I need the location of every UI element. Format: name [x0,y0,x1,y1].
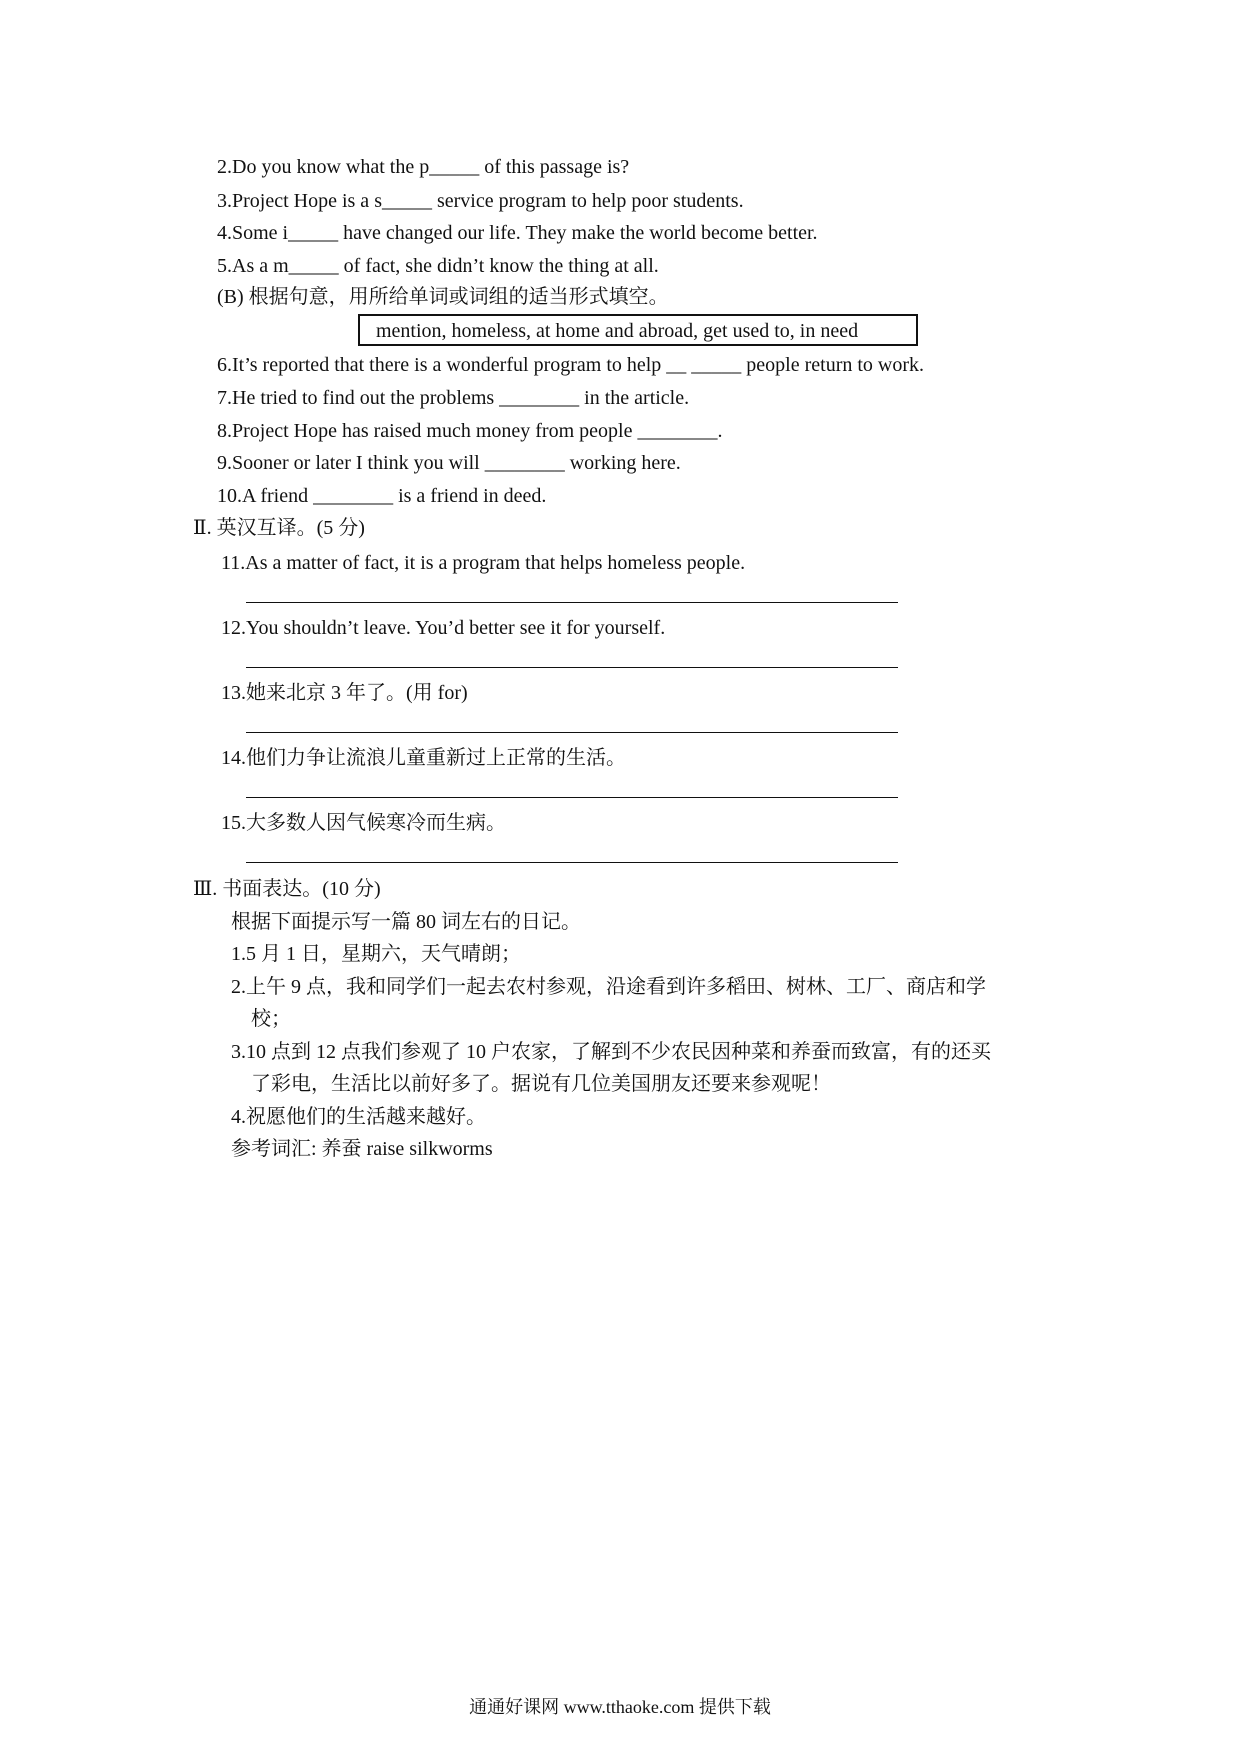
question-6: 6.It’s reported that there is a wonderful program to help __ _____ people return to work. [217,354,925,376]
prompt-line-2: 2.上午 9 点，我和同学们一起去农村参观，沿途看到许多稻田、树林、工厂、商店和学 [231,976,986,998]
section-2-heading: Ⅱ. 英汉互译。(5 分) [193,517,365,539]
question-10: 10.A friend ________ is a friend in deed. [217,485,547,507]
prompt-line-2-cont: 校； [251,1008,291,1030]
answer-line-14[interactable] [246,797,898,798]
question-2: 2.Do you know what the p_____ of this passage is? [217,156,630,178]
question-7: 7.He tried to find out the problems ________ in the article. [217,387,690,409]
question-15: 15.大多数人因气候寒冷而生病。 [221,812,506,834]
answer-line-15[interactable] [246,862,898,863]
question-14: 14.他们力争让流浪儿童重新过上正常的生活。 [221,747,626,769]
question-5: 5.As a m_____ of fact, she didn’t know the thing at all. [217,255,659,277]
word-box-text: mention, homeless, at home and abroad, get used to, in need [376,320,859,342]
word-box [358,314,918,346]
writing-intro: 根据下面提示写一篇 80 词左右的日记。 [231,911,581,933]
page-footer: 通通好课网 www.tthaoke.com 提供下载 [469,1697,771,1717]
question-11: 11.As a matter of fact, it is a program that helps homeless people. [221,552,746,574]
question-3: 3.Project Hope is a s_____ service program to help poor students. [217,190,744,212]
question-13: 13.她来北京 3 年了。(用 for) [221,682,468,704]
prompt-line-4: 4.祝愿他们的生活越来越好。 [231,1106,486,1128]
prompt-line-3-cont: 了彩电，生活比以前好多了。据说有几位美国朋友还要来参观呢！ [251,1073,831,1095]
question-4: 4.Some i_____ have changed our life. They make the world become better. [217,222,818,244]
prompt-line-1: 1.5 月 1 日，星期六，天气晴朗； [231,943,521,965]
answer-line-11[interactable] [246,602,898,603]
vocabulary-hint: 参考词汇: 养蚕 raise silkworms [231,1138,493,1160]
section-3-heading: Ⅲ. 书面表达。(10 分) [193,878,381,900]
question-9: 9.Sooner or later I think you will ________ working here. [217,452,681,474]
part-b-heading: (B) 根据句意，用所给单词或词组的适当形式填空。 [217,286,669,308]
question-8: 8.Project Hope has raised much money from people ________. [217,420,723,442]
question-12: 12.You shouldn’t leave. You’d better see it for yourself. [221,617,666,639]
answer-line-13[interactable] [246,732,898,733]
prompt-line-3: 3.10 点到 12 点我们参观了 10 户农家，了解到不少农民因种菜和养蚕而致富，有的还买 [231,1041,991,1063]
answer-line-12[interactable] [246,667,898,668]
